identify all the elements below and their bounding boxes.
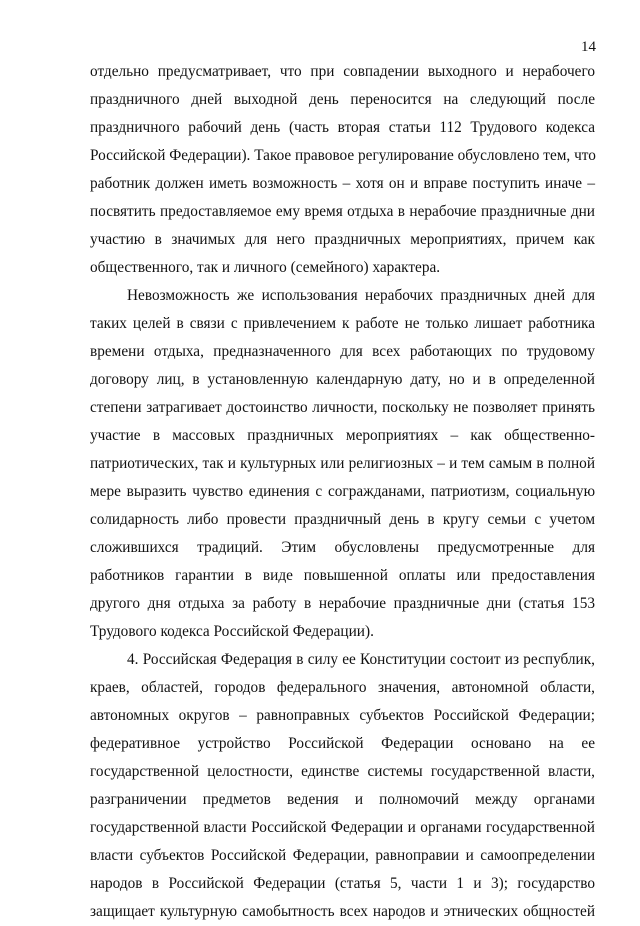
document-body [90, 58, 595, 926]
text-line: мере выразить чувство единения с согражданами, патриотизм, социальную [90, 483, 595, 500]
text-line: праздничного дней выходной день переносится на следующий после [90, 91, 595, 108]
text-line: таких целей в связи с привлечением к работе не только лишает работника [90, 315, 595, 332]
text-line: государственной целостности, единстве системы государственной власти, [90, 763, 595, 780]
text-line: работник должен иметь возможность – хотя он и вправе поступить иначе – [90, 175, 595, 192]
text-line: степени затрагивает достоинство личности, поскольку не позволяет принять [90, 399, 595, 416]
text-line: федеративное устройство Российской Федерации основано на ее [90, 735, 595, 752]
text-line: времени отдыха, предназначенного для всех работающих по трудовому [90, 343, 595, 360]
text-line: 4. Российская Федерация в силу ее Конституции состоит из республик, [127, 651, 595, 668]
paragraph [90, 282, 595, 646]
text-line: участию в значимых для него праздничных мероприятиях, причем как [90, 231, 595, 248]
text-line: посвятить предоставляемое ему время отдыха в нерабочие праздничные дни [90, 203, 595, 220]
text-line: Невозможность же использования нерабочих праздничных дней для [127, 287, 595, 304]
text-line: власти субъектов Российской Федерации, равноправии и самоопределении [90, 847, 595, 864]
text-line: работников гарантии в виде повышенной оплаты или предоставления [90, 567, 595, 584]
text-line: отдельно предусматривает, что при совпадении выходного и нерабочего [90, 63, 595, 80]
text-line: общественного, так и личного (семейного) характера. [90, 259, 441, 276]
text-line: Трудового кодекса Российской Федерации). [90, 623, 374, 640]
text-line: другого дня отдыха за работу в нерабочие праздничные дни (статья 153 [90, 595, 595, 612]
text-line: разграничении предметов ведения и полномочий между органами [90, 791, 595, 808]
text-line: солидарность либо провести праздничный день в кругу семьи с учетом [90, 511, 595, 528]
text-line: участие в массовых праздничных мероприятиях – как общественно- [90, 427, 595, 444]
text-line: защищает культурную самобытность всех народов и этнических общностей [90, 903, 595, 920]
text-line: сложившихся традиций. Этим обусловлены предусмотренные для [90, 539, 595, 556]
text-line: народов в Российской Федерации (статья 5, части 1 и 3); государство [90, 875, 595, 892]
page-number: 14 [581, 39, 596, 55]
text-line: государственной власти Российской Федерации и органами государственной [90, 819, 595, 836]
text-line: краев, областей, городов федерального значения, автономной области, [90, 679, 595, 696]
text-line: патриотических, так и культурных или религиозных – и тем самым в полной [90, 455, 595, 472]
text-line: Российской Федерации). Такое правовое регулирование обусловлено тем, что [90, 147, 596, 164]
text-line: праздничного рабочий день (часть вторая статьи 112 Трудового кодекса [90, 119, 595, 136]
text-line: договору лиц, в установленную календарную дату, но и в определенной [90, 371, 595, 388]
paragraph [90, 646, 595, 926]
text-line: автономных округов – равноправных субъектов Российской Федерации; [90, 707, 595, 724]
paragraph [90, 58, 595, 282]
